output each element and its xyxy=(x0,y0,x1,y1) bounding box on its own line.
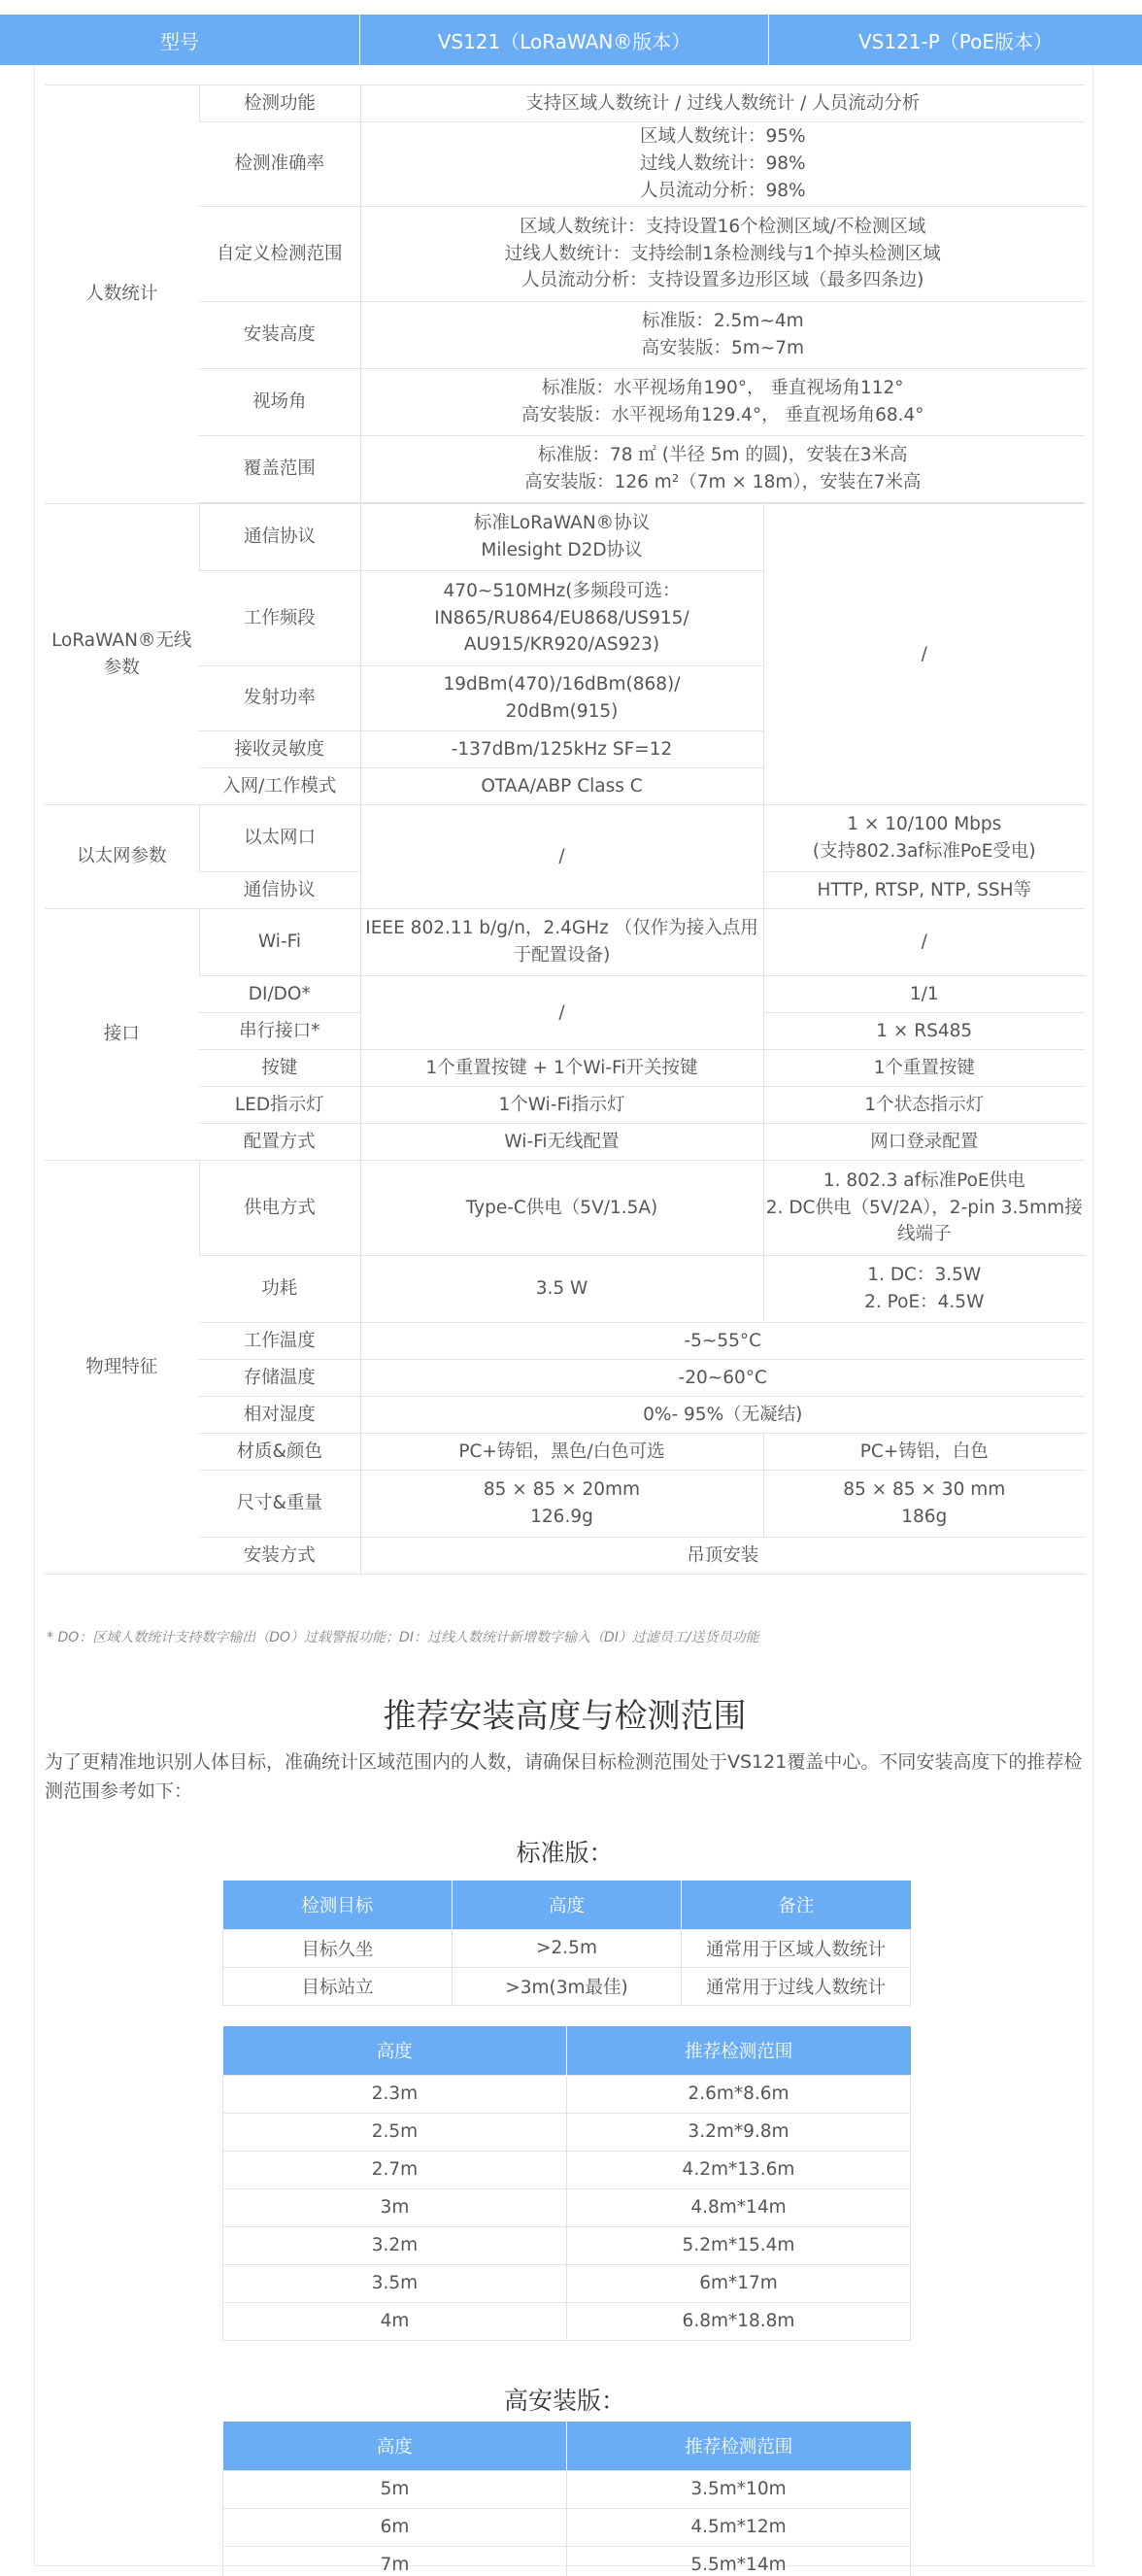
table-row: 3.5m 6m*17m xyxy=(223,2264,911,2302)
spec-row-config: 配置方式 Wi-Fi无线配置 网口登录配置 xyxy=(45,1124,1085,1161)
high-version-title: 高安装版： xyxy=(503,2387,625,2415)
spec-row-fov: 视场角 标准版：水平视场角190°， 垂直视场角112° 高安装版：水平视场角129.4°， 垂直视场角68.4° xyxy=(45,369,1085,436)
section-title: 推荐安装高度与检测范围 xyxy=(383,1697,747,1736)
header-model: 型号 xyxy=(0,15,360,65)
standard-range-table: 高度 推荐检测范围 2.3m 2.6m*8.6m 2.5m 3.2m*9.8m 2.7m 4.2m*13.6m 3m 4.8m*14m 3.2m 5.2m*15.4m 3.5m 6m*17m 4m 6.8m*18.8m xyxy=(222,2026,911,2341)
spec-row-lora-protocol: LoRaWAN®无线参数 通信协议 标准LoRaWAN®协议 Milesight D2D协议 / xyxy=(45,504,1085,571)
footnote: * DO：区域人数统计支持数字输出（DO）过载警报功能；DI：过线人数统计新增数字输入（DI）过滤员工/送货员功能 xyxy=(47,1630,759,1645)
table-row: 2.5m 3.2m*9.8m xyxy=(223,2113,911,2151)
table-row: 2.7m 4.2m*13.6m xyxy=(223,2151,911,2188)
spec-row-wifi: 接口 Wi-Fi IEEE 802.11 b/g/n，2.4GHz （仅作为接入点用于配置设备) / xyxy=(45,909,1085,976)
spec-row-accuracy: 检测准确率 区域人数统计：95% 过线人数统计：98% 人员流动分析：98% xyxy=(45,122,1085,207)
spec-row-size-weight: 尺寸&重量 85 × 85 × 20mm 126.9g 85 × 85 × 30 mm 186g xyxy=(45,1471,1085,1538)
spec-row-eth-port: 以太网参数 以太网口 / 1 × 10/100 Mbps (支持802.3af标准PoE受电) xyxy=(45,805,1085,872)
spec-row-led: LED指示灯 1个Wi-Fi指示灯 1个状态指示灯 xyxy=(45,1087,1085,1124)
spec-row-op-temp: 工作温度 -5~55°C xyxy=(45,1323,1085,1360)
table-row: 6m 4.5m*12m xyxy=(223,2508,911,2546)
category-people-counting: 人数统计 xyxy=(45,85,199,504)
high-range-table: 高度 推荐检测范围 5m 3.5m*10m 6m 4.5m*12m 7m 5.5m*14m xyxy=(222,2422,911,2576)
content-frame xyxy=(34,65,1093,2575)
category-ethernet: 以太网参数 xyxy=(45,805,199,909)
spec-row-button: 按键 1个重置按键 + 1个Wi-Fi开关按键 1个重置按键 xyxy=(45,1050,1085,1087)
spec-row-join-mode: 入网/工作模式 OTAA/ABP Class C xyxy=(45,768,1085,805)
table-row: 4m 6.8m*18.8m xyxy=(223,2302,911,2340)
spec-row-custom-range: 自定义检测范围 区域人数统计：支持设置16个检测区域/不检测区域 过线人数统计：支持绘制1条检测线与1个掉头检测区域 人员流动分析：支持设置多边形区域（最多四条边) xyxy=(45,207,1085,302)
spec-row-frequency: 工作频段 470~510MHz(多频段可选： IN865/RU864/EU868/US915/ AU915/KR920/AS923) xyxy=(45,571,1085,666)
spec-row-tx-power: 发射功率 19dBm(470)/16dBm(868)/ 20dBm(915) xyxy=(45,666,1085,731)
table-row: 2.3m 2.6m*8.6m xyxy=(223,2075,911,2113)
spec-row-install-height: 安装高度 标准版：2.5m~4m 高安装版：5m~7m xyxy=(45,302,1085,369)
spec-row-power-supply: 物理特征 供电方式 Type-C供电（5V/1.5A) 1. 802.3 af标准PoE供电 2. DC供电（5V/2A），2-pin 3.5mm接线端子 xyxy=(45,1161,1085,1256)
table-row: 3.2m 5.2m*15.4m xyxy=(223,2226,911,2264)
spec-row-dido: DI/DO* / 1/1 xyxy=(45,976,1085,1013)
spec-row-coverage: 覆盖范围 标准版：78 ㎡ (半径 5m 的圆)，安装在3米高 高安装版：126 m²（7m × 18m），安装在7米高 xyxy=(45,436,1085,503)
target-table: 检测目标 高度 备注 目标久坐 >2.5m 通常用于区域人数统计 目标站立 >3m(3m最佳) 通常用于过线人数统计 xyxy=(222,1881,911,2006)
category-physical: 物理特征 xyxy=(45,1161,199,1575)
spec-row-eth-protocol: 通信协议 HTTP, RTSP, NTP, SSH等 xyxy=(45,872,1085,909)
spec-row-storage-temp: 存储温度 -20~60°C xyxy=(45,1360,1085,1397)
table-row: 7m 5.5m*14m xyxy=(223,2546,911,2576)
spec-row-detect-function: 人数统计 检测功能 支持区域人数统计 / 过线人数统计 / 人员流动分析 xyxy=(45,85,1085,122)
spec-row-consumption: 功耗 3.5 W 1. DC：3.5W 2. PoE：4.5W xyxy=(45,1256,1085,1323)
spec-row-sensitivity: 接收灵敏度 -137dBm/125kHz SF=12 xyxy=(45,731,1085,768)
spec-table xyxy=(45,85,1085,1575)
category-lorawan: LoRaWAN®无线参数 xyxy=(45,504,199,805)
spec-row-serial: 串行接口* 1 × RS485 xyxy=(45,1013,1085,1050)
table-row: 3m 4.8m*14m xyxy=(223,2188,911,2226)
standard-version-title: 标准版： xyxy=(516,1839,614,1867)
table-row: 目标站立 >3m(3m最佳) 通常用于过线人数统计 xyxy=(223,1967,911,2005)
section-intro: 为了更精准地识别人体目标，准确统计区域范围内的人数，请确保目标检测范围处于VS121覆盖中心。不同安装高度下的推荐检测范围参考如下： xyxy=(45,1751,1083,1803)
header-vs121: VS121（LoRaWAN®版本） xyxy=(360,15,769,65)
table-row: 5m 3.5m*10m xyxy=(223,2470,911,2508)
spec-row-humidity: 相对湿度 0%- 95%（无凝结) xyxy=(45,1397,1085,1434)
header-vs121-p: VS121-P（PoE版本） xyxy=(857,29,1054,53)
category-interface: 接口 xyxy=(45,909,199,1161)
spec-table-header xyxy=(0,15,1142,65)
spec-row-material: 材质&颜色 PC+铸铝，黑色/白色可选 PC+铸铝，白色 xyxy=(45,1434,1085,1471)
table-row: 目标久坐 >2.5m 通常用于区域人数统计 xyxy=(223,1929,911,1967)
spec-row-mounting: 安装方式 吊顶安装 xyxy=(45,1538,1085,1575)
